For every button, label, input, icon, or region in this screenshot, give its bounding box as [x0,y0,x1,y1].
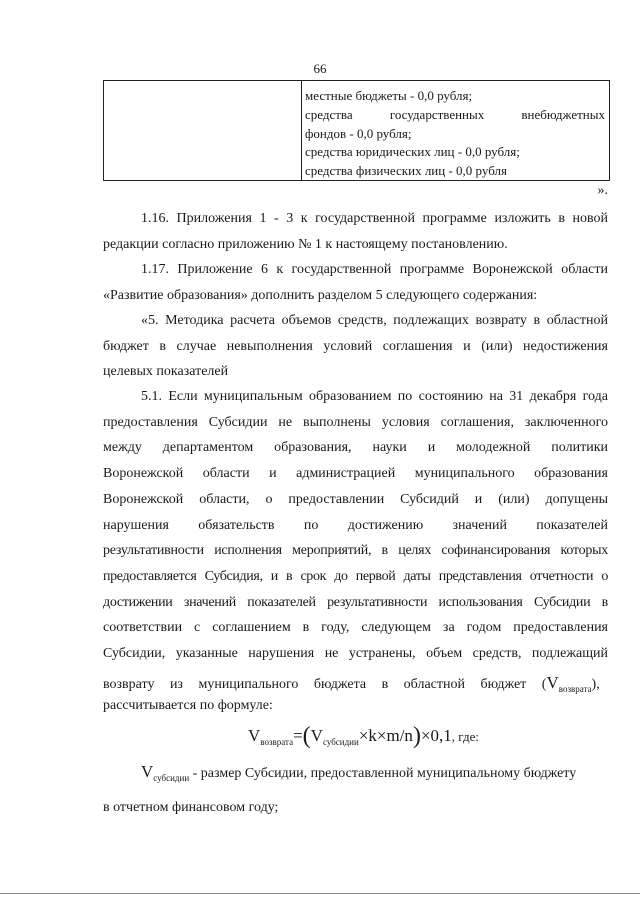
paragraph-line: нарушения обязательств по достижению значений показателей [103,517,608,533]
formula-intro: рассчитывается по формуле: [103,698,273,713]
definition-variable [141,762,189,781]
formula-lparen: ( [302,723,311,749]
formula-v-subscript: возврата [260,737,294,747]
table-line: местные бюджеты - 0,0 рубля; [305,88,473,103]
inline-variable-subscript: возврата [558,684,592,694]
paragraph-line: предоставления Субсидии не выполнены условия соглашения, заключенного [103,414,608,430]
formula [248,723,479,750]
definition-text: - размер Субсидии, предоставленной муниципальному бюджету [189,766,577,781]
paragraph-line: 1.16. Приложения 1 - 3 к государственной программе изложить в новой [141,211,608,226]
formula-equals: = [293,726,303,745]
formula-v2-subscript: субсидии [322,737,359,747]
formula-mid: ×k×m/n [358,726,413,745]
paragraph-5-1 [103,384,608,667]
definition-line-2: в отчетном финансовом году; [103,800,279,815]
paragraph-line: Субсидии, указанные нарушения не устранены, объем средств, подлежащий [103,646,608,662]
formula-v: V [248,726,261,745]
footer-rule [0,893,640,894]
paragraph-1-17 [103,257,608,308]
data-table [103,80,610,181]
paragraph-line: редакции согласно приложению № 1 к настоящему постановлению. [103,236,508,252]
paragraph-line: 5.1. Если муниципальным образованием по состоянию на 31 декабря года [141,389,608,404]
definition-v: V [141,762,154,781]
definition-v-subscript: субсидии [153,773,190,783]
inline-variable-symbol: V [546,673,559,692]
paragraph-line: 1.17. Приложение 6 к государственной программе Воронежской области [141,262,608,277]
formula-rparen: ) [412,723,421,749]
paragraph-line: результативности исполнения мероприятий, в целях софинансирования которых [103,543,608,559]
table-line: фондов - 0,0 рубля; [305,125,412,141]
table-cell-funding [305,87,605,181]
paragraph-line: «Развитие образования» дополнить разделом 5 следующего содержания: [103,287,538,303]
paragraph-line: «5. Методика расчета объемов средств, подлежащих возврату в областной [141,313,608,328]
paragraph-line: между департаментом образования, науки и молодежной политики [103,440,608,456]
paragraph-line: достижении значений показателей результативности использования Субсидии в [103,594,608,610]
table-line: средства юридических лиц - 0,0 рубля; [305,144,520,160]
closing-quote: ». [597,183,608,198]
formula-gde: , где: [451,729,479,744]
paragraph-line: предоставляется Субсидия, и в срок до первой даты представления отчетности о [103,568,608,584]
paragraph-line: Воронежской области, о предоставлении Субсидий и (или) допущены [103,491,608,507]
page-number: 66 [313,61,327,76]
paragraph-line-end: ), [591,677,600,692]
paragraph-1-16 [103,206,608,257]
table-line: средства физических лиц - 0,0 рубля [305,163,507,179]
paragraph-line: целевых показателей [103,364,229,380]
inline-variable [546,673,591,692]
paragraph-line: бюджет в случае невыполнения условий соглашения и (или) недостижения [103,338,608,354]
table-line: средства государственных внебюджетных [305,106,605,122]
formula-v2: V [310,726,323,745]
paragraph-line: Воронежской области и администрацией муниципального образования [103,466,608,482]
table-divider [301,81,302,180]
formula-tail: ×0,1 [420,726,452,745]
paragraph-line: соответствии с соглашением в году, следующем за годом предоставления [103,620,608,636]
section-5-heading [103,308,608,385]
paragraph-line-text: возврату из муниципального бюджета в областной бюджет ( [103,677,547,692]
definition-subsidy [103,762,608,783]
